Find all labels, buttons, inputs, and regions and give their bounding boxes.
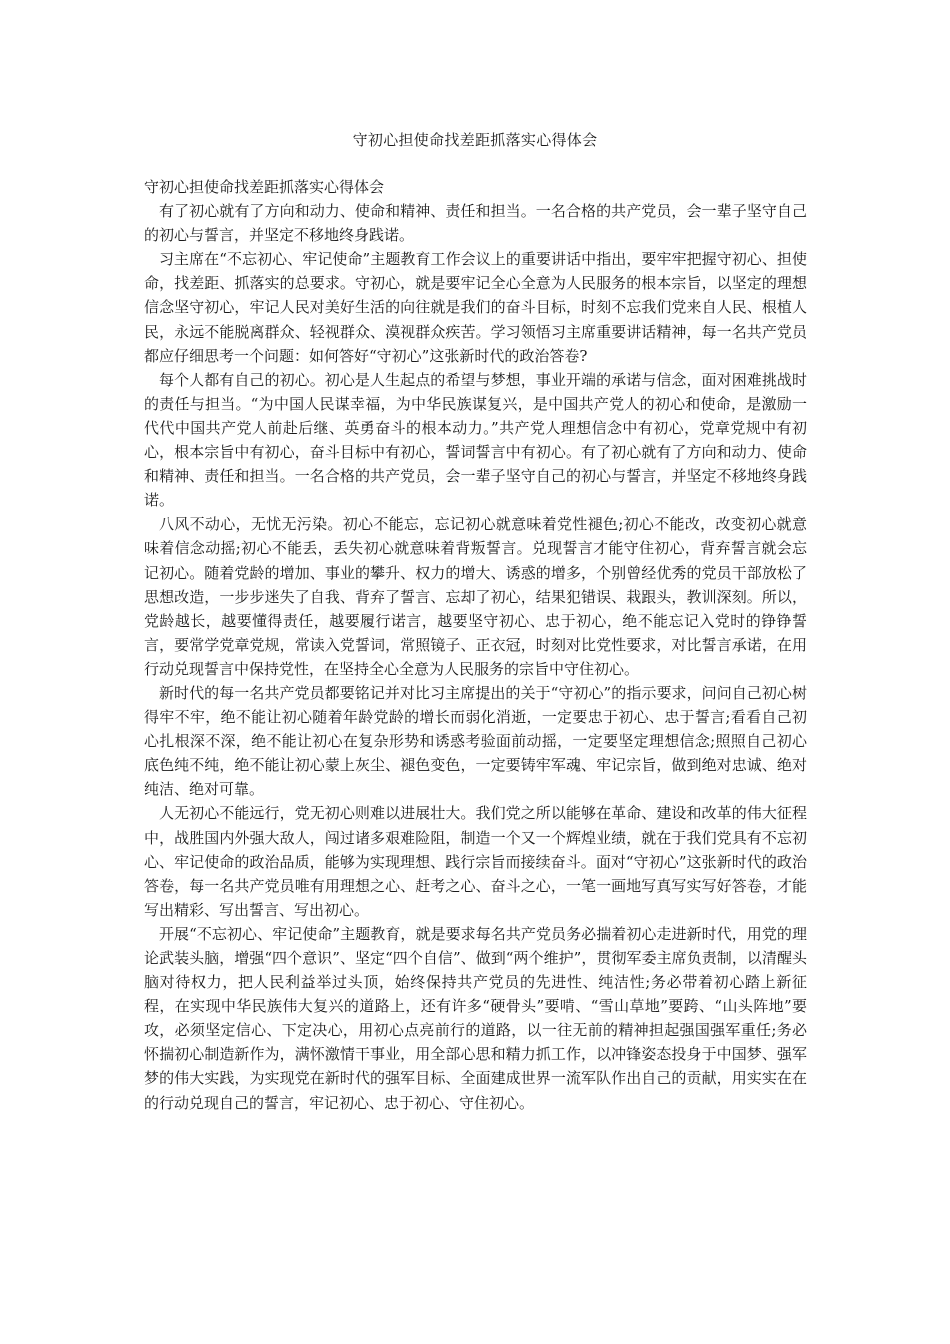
paragraph: 八风不动心，无忧无污染。初心不能忘，忘记初心就意味着党性褪色;初心不能改，改变初心就意味着信念动摇;初心不能丢，丢失初心就意味着背叛誓言。兑现誓言才能守住初心，背弃誓言就会忘记初心。随着党龄的增加、事业的攀升、权力的增大、诱惑的增多，个别曾经优秀的党员干部放松了思想改造，一步步迷失了自我、背弃了誓言、忘却了初心，结果犯错误、栽跟头，教训深刻。所以，党龄越长，越要懂得责任，越要履行诺言，越要坚守初心、忠于初心，绝不能忘记入党时的铮铮誓言，要常学党章党规，常读入党誓词，常照镜子、正衣冠，时刻对比党性要求，对比誓言承诺，在用行动兑现誓言中保持党性，在坚持全心全意为人民服务的宗旨中守住初心。 [144, 515, 807, 678]
document-subtitle: 守初心担使命找差距抓落实心得体会 [144, 178, 385, 196]
paragraph: 每个人都有自己的初心。初心是人生起点的希望与梦想，事业开端的承诺与信念，面对困难挑战时的责任与担当。“为中国人民谋幸福，为中华民族谋复兴，是中国共产党人的初心和使命，是激励一代代中国共产党人前赴后继、英勇奋斗的根本动力。”共产党人理想信念中有初心，党章党规中有初心，根本宗旨中有初心，奋斗目标中有初心，誓词誓言中有初心。有了初心就有了方向和动力、使命和精神、责任和担当。一名合格的共产党员，会一辈子坚守自己的初心与誓言，并坚定不移地终身践诺。 [144, 370, 807, 510]
paragraph: 有了初心就有了方向和动力、使命和精神、责任和担当。一名合格的共产党员，会一辈子坚守自己的初心与誓言，并坚定不移地终身践诺。 [144, 202, 807, 245]
paragraph: 开展“不忘初心、牢记使命”主题教育，就是要求每名共产党员务必揣着初心走进新时代，用党的理论武装头脑，增强“四个意识”、坚定“四个自信”、做到“两个维护”，贯彻军委主席负责制，以清醒头脑对待权力，把人民利益举过头顶，始终保持共产党员的先进性、纯洁性;务必带着初心踏上新征程，在实现中华民族伟大复兴的道路上，还有许多“硬骨头”要啃、“雪山草地”要跨、“山头阵地”要攻，必须坚定信心、下定决心，用初心点亮前行的道路，以一往无前的精神担起强国强军重任;务必怀揣初心制造新作为，满怀激情干事业，用全部心思和精力抓工作，以冲锋姿态投身于中国梦、强军梦的伟大实践，为实现党在新时代的强军目标、全面建成世界一流军队作出自己的贡献，用实实在在的行动兑现自己的誓言，牢记初心、忠于初心、守住初心。 [144, 924, 807, 1112]
paragraph: 新时代的每一名共产党员都要铭记并对比习主席提出的关于“守初心”的指示要求，问问自己初心树得牢不牢，绝不能让初心随着年龄党龄的增长而弱化消逝，一定要忠于初心、忠于誓言;看看自己初心扎根深不深，绝不能让初心在复杂形势和诱惑考验面前动摇，一定要坚定理想信念;照照自己初心底色纯不纯，绝不能让初心蒙上灰尘、褪色变色，一定要铸牢军魂、牢记宗旨，做到绝对忠诚、绝对纯洁、绝对可靠。 [144, 683, 807, 799]
paragraph: 习主席在“不忘初心、牢记使命”主题教育工作会议上的重要讲话中指出，要牢牢把握守初心、担使命，找差距、抓落实的总要求。守初心，就是要牢记全心全意为人民服务的根本宗旨，以坚定的理想信念坚守初心，牢记人民对美好生活的向往就是我们的奋斗目标，时刻不忘我们党来自人民、根植人民，永远不能脱离群众、轻视群众、漠视群众疾苦。学习领悟习主席重要讲话精神，每一名共产党员都应仔细思考一个问题：如何答好“守初心”这张新时代的政治答卷? [144, 250, 807, 365]
document-title: 守初心担使命找差距抓落实心得体会 [352, 131, 598, 149]
document-body [144, 175, 807, 1115]
paragraph: 人无初心不能远行，党无初心则难以进展壮大。我们党之所以能够在革命、建设和改革的伟大征程中，战胜国内外强大敌人，闯过诸多艰难险阻，制造一个又一个辉煌业绩，就在于我们党具有不忘初心、牢记使命的政治品质，能够为实现理想、践行宗旨而接续奋斗。面对“守初心”这张新时代的政治答卷，每一名共产党员唯有用理想之心、赶考之心、奋斗之心，一笔一画地写真写实写好答卷，才能写出精彩、写出誓言、写出初心。 [144, 804, 807, 919]
